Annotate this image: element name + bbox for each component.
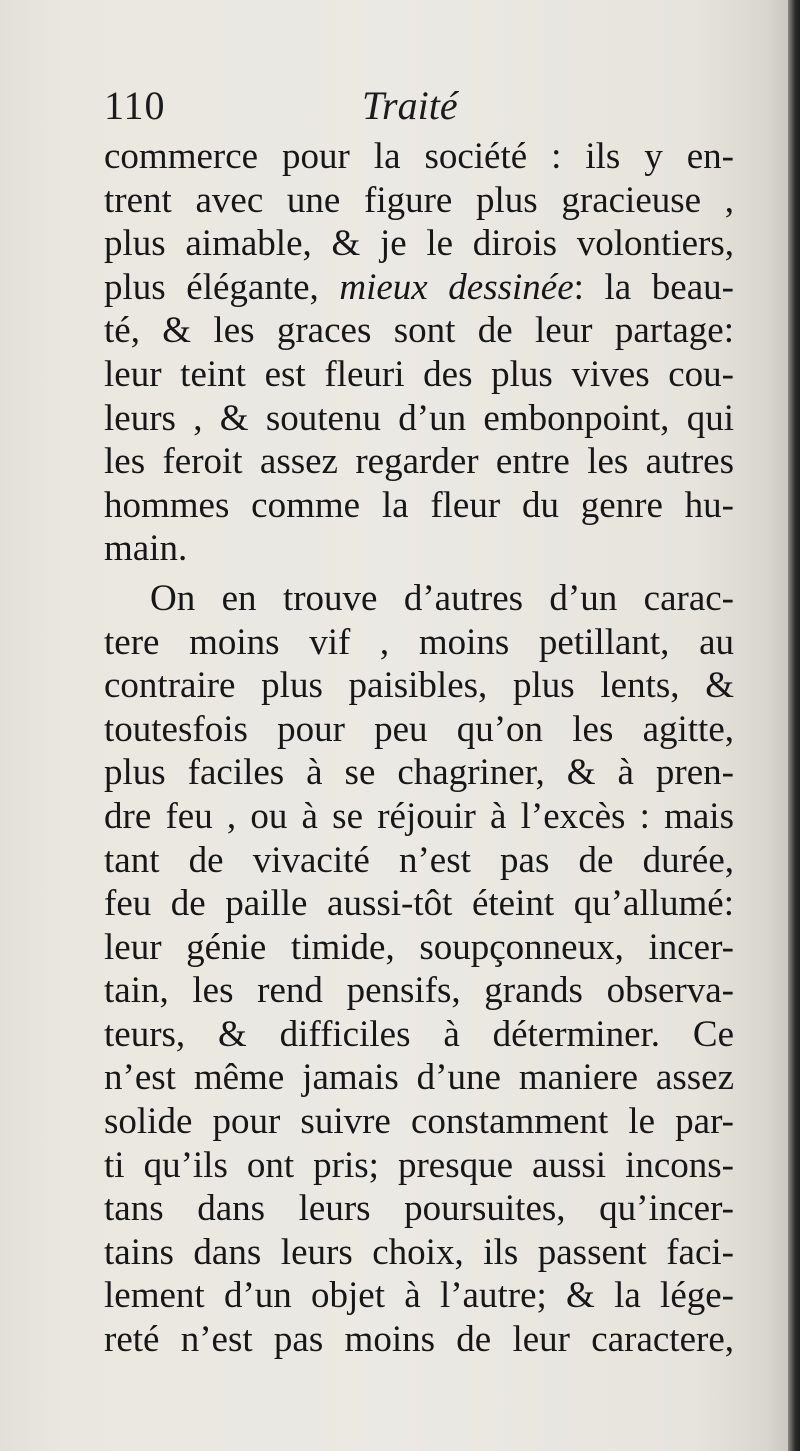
text-line: tains dans leurs choix, ils passent faci-	[104, 1231, 734, 1273]
italic-phrase: mieux dessinée	[339, 266, 574, 308]
text-line: les feroit assez regarder entre les autres	[104, 441, 734, 483]
text-line: ti qu’ils ont pris; presque aussi incons-	[104, 1144, 734, 1186]
text-line: plus aimable, & je le dirois volontiers,	[104, 223, 734, 265]
text-line: solide pour suivre constamment le par-	[104, 1101, 734, 1143]
page-number: 110	[104, 83, 166, 128]
text-segment: plus élégante,	[104, 266, 340, 308]
text-line: contraire plus paisibles, plus lents, &	[104, 665, 734, 707]
text-line: lement d’un objet à l’autre; & la lége-	[104, 1275, 734, 1317]
text-line: dre feu , ou à se réjouir à l’excès : mais	[104, 795, 734, 837]
body-text	[104, 135, 734, 1362]
text-line: n’est même jamais d’une maniere assez	[104, 1057, 734, 1099]
text-line: té, & les graces sont de leur partage:	[104, 310, 734, 352]
text-line: main.	[104, 528, 188, 570]
text-line: hommes comme la fleur du genre hu-	[104, 484, 734, 526]
text-line: tain, les rend pensifs, grands observa-	[104, 970, 734, 1012]
text-line: reté n’est pas moins de leur caractere,	[104, 1319, 734, 1361]
text-line: On en trouve d’autres d’un carac-	[150, 577, 734, 619]
text-line: tere moins vif , moins petillant, au	[104, 621, 734, 663]
page-edge-shadow	[788, 0, 800, 1451]
text-line: teurs, & difficiles à déterminer. Ce	[104, 1013, 734, 1055]
text-segment: :	[573, 266, 605, 308]
text-line: feu de paille aussi-tôt éteint qu’allumé:	[104, 883, 734, 925]
text-line: toutesfois pour peu qu’on les agitte,	[104, 708, 734, 750]
text-line: commerce pour la société : ils y en-	[104, 136, 734, 177]
text-line: leur génie timide, soupçonneux, incer-	[104, 926, 734, 968]
text-segment: la beau-	[604, 266, 734, 308]
page-header	[104, 82, 734, 132]
text-line: leur teint est fleuri des plus vives cou-	[104, 353, 734, 395]
text-line: leurs , & soutenu d’un embonpoint, qui	[104, 397, 734, 439]
text-line: trent avec une figure plus gracieuse ,	[104, 179, 734, 221]
text-line: plus faciles à se chagriner, & à pren-	[104, 752, 734, 794]
text-line: tant de vivacité n’est pas de durée,	[104, 839, 734, 881]
text-line-with-italic	[104, 266, 734, 310]
text-line: tans dans leurs poursuites, qu’incer-	[104, 1188, 734, 1230]
running-title: Traité	[362, 83, 458, 128]
